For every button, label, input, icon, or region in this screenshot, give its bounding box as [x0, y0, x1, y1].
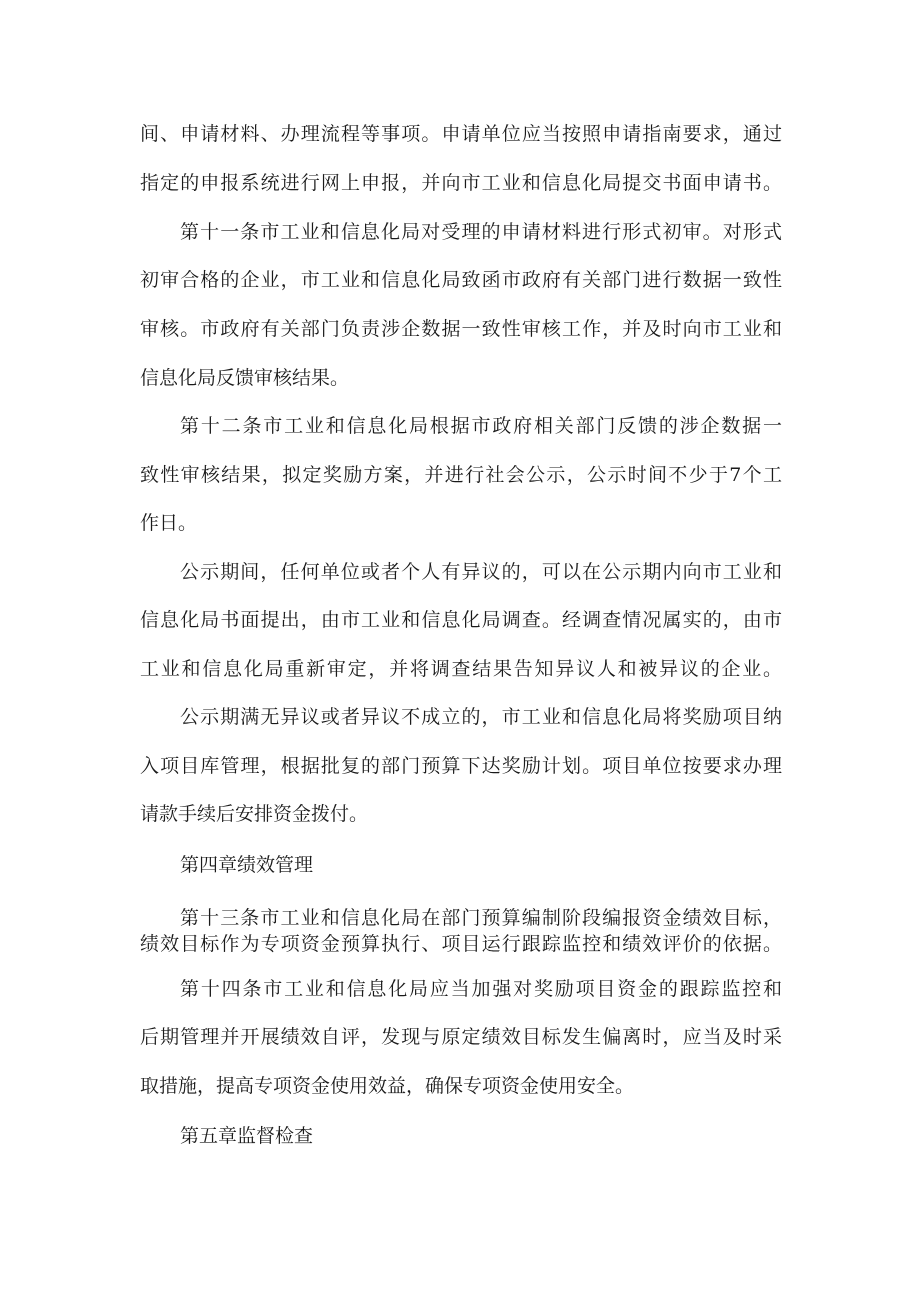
- text-line: 第十三条市工业和信息化局在部门预算编制阶段编报资金绩效目标，: [180, 907, 782, 929]
- text-line: 信息化局反馈审核结果。: [140, 367, 350, 389]
- text-line: 指定的申报系统进行网上申报，并向市工业和信息化局提交书面申请书。: [140, 172, 782, 194]
- text-line: 后期管理并开展绩效自评，发现与原定绩效目标发生偏离时，应当及时采: [140, 1026, 782, 1048]
- text-line: 绩效目标作为专项资金预算执行、项目运行跟踪监控和绩效评价的依据。: [140, 933, 782, 955]
- text-line: 审核。市政府有关部门负责涉企数据一致性审核工作，并及时向市工业和: [140, 318, 782, 340]
- text-line: 入项目库管理，根据批复的部门预算下达奖励计划。项目单位按要求办理: [140, 755, 782, 777]
- text-line: 公示期满无异议或者异议不成立的，市工业和信息化局将奖励项目纳: [180, 706, 782, 728]
- text-line: 取措施，提高专项资金使用效益，确保专项资金使用安全。: [140, 1075, 635, 1097]
- text-line: 第十一条市工业和信息化局对受理的申请材料进行形式初审。对形式: [180, 221, 782, 243]
- text-line: 请款手续后安排资金拨付。: [140, 803, 369, 825]
- text-line: 间、申请材料、办理流程等事项。申请单位应当按照申请指南要求，通过: [140, 123, 782, 145]
- text-line: 公示期间，任何单位或者个人有异议的，可以在公示期内向市工业和: [180, 561, 782, 583]
- chapter-heading: 第四章绩效管理: [180, 854, 314, 876]
- text-line: 初审合格的企业，市工业和信息化局致函市政府有关部门进行数据一致性: [140, 269, 782, 291]
- text-line: 信息化局书面提出，由市工业和信息化局调查。经调查情况属实的，由市: [140, 609, 782, 631]
- text-line: 第十二条市工业和信息化局根据市政府相关部门反馈的涉企数据一: [180, 415, 782, 437]
- text-line: 作日。: [140, 512, 198, 534]
- text-line: 工业和信息化局重新审定，并将调查结果告知异议人和被异议的企业。: [140, 658, 782, 680]
- text-line: 致性审核结果，拟定奖励方案，并进行社会公示，公示时间不少于7个工: [140, 464, 782, 486]
- chapter-heading: 第五章监督检查: [180, 1125, 314, 1147]
- text-line: 第十四条市工业和信息化局应当加强对奖励项目资金的跟踪监控和: [180, 978, 782, 1000]
